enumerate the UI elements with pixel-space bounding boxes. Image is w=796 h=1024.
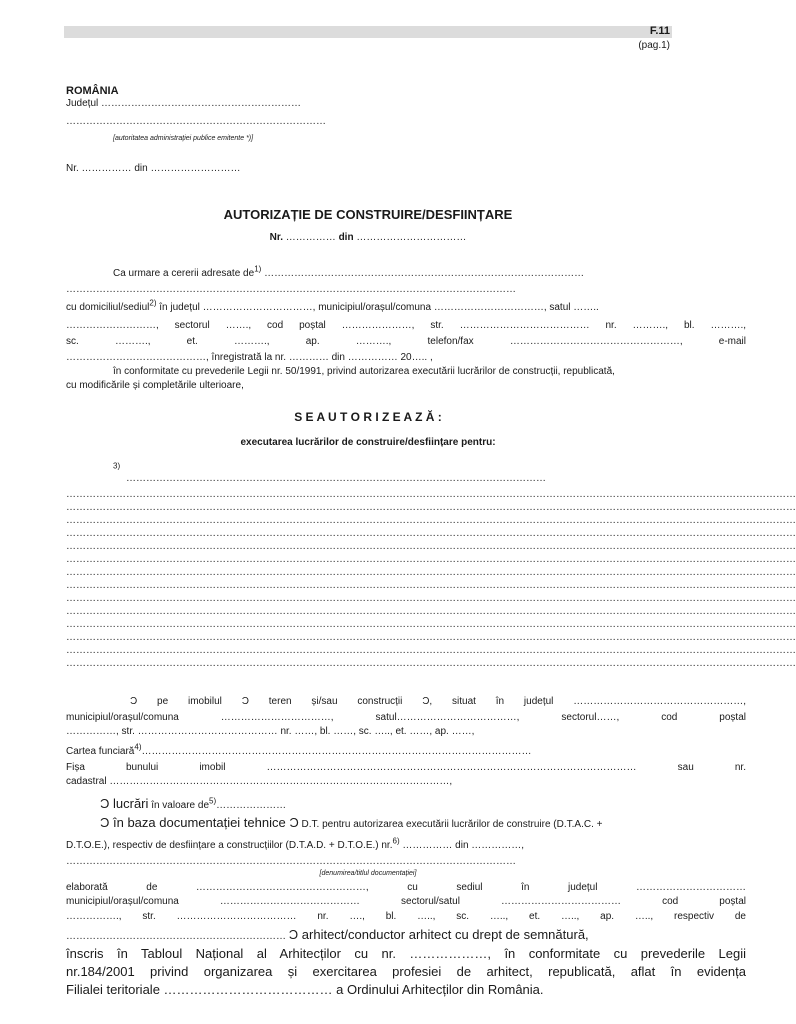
documentation-number-dots: …………… din ……………, xyxy=(402,840,525,851)
documentation-title-note: [denumirea/titlul documentației] xyxy=(319,870,417,877)
request-dots: …………………………………………………………………………………… xyxy=(264,268,585,279)
documentation-prefix: Ɔ în baza documentației tehnice Ɔ xyxy=(100,815,299,830)
works-value-label: în valoare de xyxy=(151,800,210,811)
property-line-3: ……………, str. …………………………………… nr. ……, bl. ……, sc. ….., et. ……, ap. ……, xyxy=(66,726,475,737)
registration-number-line: Nr. …………… din ……………………… xyxy=(66,163,241,174)
authorizes-subheading: executarea lucrărilor de construire/desființare pentru: xyxy=(240,437,496,448)
dotted-line: ………………………………………………………………………………………………………………………………………………………………………………………………… xyxy=(66,528,796,539)
architect-text: Ɔ arhitect/conductor arhitect cu drept de semnătură, xyxy=(288,927,589,942)
dotted-line: ………………………………………………………………………………………………………………………………………………………………………………………………… xyxy=(66,554,796,565)
page-label: (pag.1) xyxy=(638,40,670,51)
dotted-line: ………………………………………………………………………………………………………………………………………………………………………………………………… xyxy=(66,658,796,669)
dotted-line: ………………………………………………………………………………………………………………………………………………………………………………………………… xyxy=(66,541,796,552)
request-line-7: în conformitate cu prevederile Legii nr. 50/1991, privind autorizarea executării lucrărilor de construcții, republicată, xyxy=(113,366,615,377)
dotted-line: ………………………………………………………………………………………………………………………………………………………………………………………………… xyxy=(66,502,796,513)
header-bar xyxy=(64,26,672,38)
document-title: AUTORIZAȚIE DE CONSTRUIRE/DESFIINȚARE xyxy=(223,207,513,222)
request-line-1 xyxy=(113,264,673,280)
title-number-line xyxy=(64,232,672,243)
works-value-prefix: Ɔ lucrări xyxy=(100,796,149,811)
land-registry-dots: ……………………………………………………………………………………………………… xyxy=(141,746,532,757)
dotted-line: ………………………………………………………………………………………………………………………………………………………………………………………………… xyxy=(66,632,796,643)
documentation-text: D.T. pentru autorizarea executării lucrărilor de construire (D.T.A.C. + xyxy=(301,819,603,830)
title-nr-dots: …………… xyxy=(285,232,336,243)
title-din-dots: …………………………… xyxy=(356,232,467,243)
authority-note: [autoritatea administrației publice emitente *)] xyxy=(113,135,254,142)
footnote-ref-3 xyxy=(113,461,121,477)
elaborated-line-2: municipiul/orașul/comuna …………………………………… sectorul/satul ……………………………… cod poștal xyxy=(66,896,746,907)
issuer-dots-line: …………………………………………………………………… xyxy=(66,116,326,127)
dotted-line: ………………………………………………………………………………………………………………………………………………………………………………………………… xyxy=(66,489,796,500)
architect-line xyxy=(66,927,589,943)
documentation-line xyxy=(100,815,602,831)
elaborated-line-1: elaborată de ……………………………………………, cu sediul în județul …………………………… xyxy=(66,882,746,893)
form-code: F.11 xyxy=(649,25,670,37)
property-line-1: Ɔ pe imobilul Ɔ teren și/sau construcții Ɔ, situat în județul ……………………………………………, xyxy=(130,696,746,707)
property-line-2: municipiul/orașul/comuna ……………………………, satul………………………………, sectorul……, cod poștal xyxy=(66,712,746,723)
dotted-line: ………………………………………………………………………………………………………………………………………………………………………………………………… xyxy=(66,580,796,591)
cadastral-line: cadastral …………………………………………………………………………………………, xyxy=(66,776,453,787)
land-registry-line xyxy=(66,742,672,758)
works-dotted-lines xyxy=(66,488,796,670)
request-line-8: cu modificările și completările ulterioare, xyxy=(66,380,244,391)
dotted-line: ………………………………………………………………………………………………………………………………………………………………………………………………… xyxy=(66,619,796,630)
documentation-dots-line: ……………………………………………………………………………………………………………………… xyxy=(66,856,516,867)
documentation-number-label: D.T.O.E.), respectiv de desființare a construcțiilor (D.T.A.D. + D.T.O.E.) nr. xyxy=(66,840,393,851)
ref-3-sup: 3) xyxy=(113,461,121,471)
footnote-ref-6: 6) xyxy=(392,836,400,846)
domicile-details: în județul ……………………………, municipiul/orașul/comuna ……………………………, satul …….. xyxy=(159,302,599,313)
registry-line-3: Filialei teritoriale ………………………………… a Ordinului Arhitecților din România. xyxy=(66,982,544,997)
request-line-2: ……………………………………………………………………………………………………………………… xyxy=(66,284,516,295)
registry-line-2: nr.184/2001 privind organizarea și exercitarea profesiei de arhitect, republicată, aflat în evidența xyxy=(66,964,746,979)
domicile-label: cu domiciliul/sediul xyxy=(66,302,150,313)
request-line-5: sc. ………., et. ………., ap. ………., telefon/fax ……………………………………………, e-mail xyxy=(66,336,746,347)
registry-line-1: înscris în Tabloul Național al Arhitecților cu nr. ………………, în conformitate cu prevederile Legii xyxy=(66,946,746,961)
works-value-dots: ………………… xyxy=(216,800,287,811)
dotted-line: ………………………………………………………………………………………………………………………………………………………………………………………………… xyxy=(66,606,796,617)
request-line-4: ………………………, sectorul ……., cod poștal …………………, str. ………………………………… nr. ………., bl. ………., xyxy=(66,320,746,331)
documentation-line-2 xyxy=(66,836,525,852)
county-line: Județul …………………………………………………… xyxy=(66,98,302,109)
request-text: Ca urmare a cererii adresate de xyxy=(113,268,255,279)
title-din-label: din xyxy=(338,232,354,243)
dotted-line: ………………………………………………………………………………………………………………………………………………………………………………………………… xyxy=(66,567,796,578)
works-first-line: ……………………………………………………………………………………………………………… xyxy=(126,473,546,484)
authorizes-heading: S E A U T O R I Z E A Z Ă : xyxy=(294,410,442,424)
land-registry-label: Cartea funciară xyxy=(66,746,135,757)
dotted-line: ………………………………………………………………………………………………………………………………………………………………………………………………… xyxy=(66,515,796,526)
footnote-ref-1: 1) xyxy=(254,264,262,274)
request-line-3 xyxy=(66,298,746,314)
request-line-6: ……………………………………, înregistrată la nr. ………… din …………… 20….. , xyxy=(66,352,433,363)
title-nr-label: Nr. xyxy=(269,232,283,243)
dotted-line: ………………………………………………………………………………………………………………………………………………………………………………………………… xyxy=(66,593,796,604)
elaborated-line-3: ……………., str. ……………………………… nr. …., bl. ….., sc. ….., et. ….., ap. ….., respectiv de xyxy=(66,911,746,922)
footnote-ref-4: 4) xyxy=(134,742,142,752)
footnote-ref-5: 5) xyxy=(209,796,217,806)
architect-dots: ………………………………………………………… xyxy=(66,931,286,942)
dotted-line: ………………………………………………………………………………………………………………………………………………………………………………………………… xyxy=(66,645,796,656)
country-label: ROMÂNIA xyxy=(66,85,119,97)
works-value-line xyxy=(100,796,286,812)
footnote-ref-2: 2) xyxy=(149,298,157,308)
property-sheet-line: Fișa bunului imobil ………………………………………………………………………………………………… sau nr. xyxy=(66,762,746,773)
